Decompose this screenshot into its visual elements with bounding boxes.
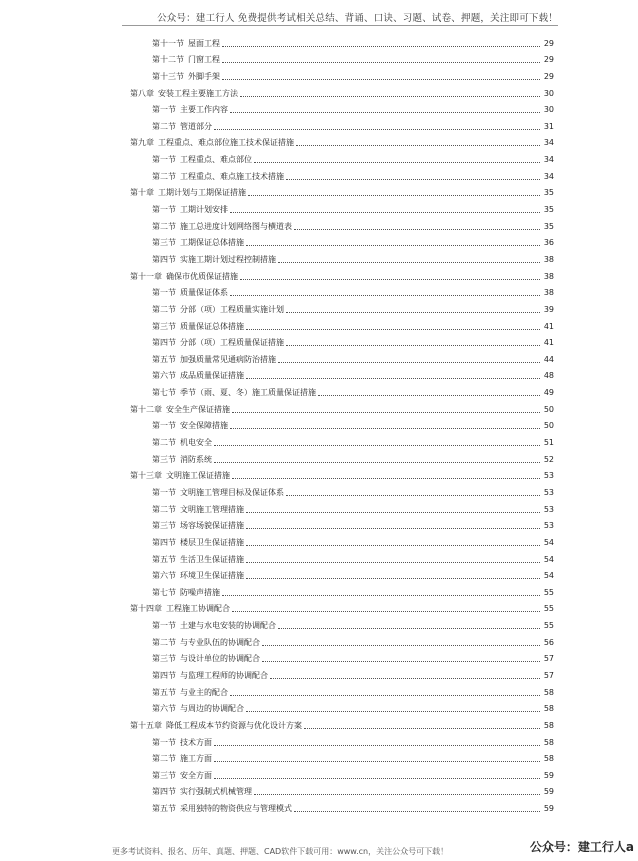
toc-entry-number: 第一节 (152, 487, 176, 497)
toc-entry-title: 门窗工程 (188, 55, 220, 65)
toc-section-entry[interactable] (130, 298, 554, 315)
toc-section-entry[interactable] (130, 332, 554, 349)
toc-entry-label (152, 288, 228, 298)
toc-entry-title: 工程重点、难点部位 (180, 155, 252, 165)
toc-entry-label (130, 89, 238, 99)
toc-section-entry[interactable] (130, 797, 554, 814)
toc-entry-label (152, 305, 284, 315)
toc-dot-leader (278, 361, 540, 363)
toc-entry-title: 工期保证总体措施 (180, 238, 244, 248)
toc-entry-title: 管道部分 (180, 121, 212, 131)
toc-entry-title: 季节（雨、夏、冬）施工质量保证措施 (180, 388, 316, 398)
toc-chapter-entry[interactable] (130, 714, 554, 731)
toc-dot-leader (222, 45, 540, 47)
toc-entry-label (152, 538, 244, 548)
toc-dot-leader (240, 278, 540, 280)
toc-entry-number: 第九章 (130, 138, 154, 148)
toc-entry-label (152, 521, 244, 531)
toc-section-entry[interactable] (130, 381, 554, 398)
toc-entry-title: 实施工期计划过程控制措施 (180, 254, 276, 264)
toc-page-number: 50 (543, 404, 554, 414)
toc-page-number: 57 (543, 654, 554, 664)
toc-dot-leader (246, 544, 540, 546)
toc-section-entry[interactable] (130, 49, 554, 66)
toc-page-number: 58 (543, 720, 554, 730)
toc-entry-number: 第十一节 (152, 38, 184, 48)
toc-page-number: 53 (543, 504, 554, 514)
toc-dot-leader (246, 244, 540, 246)
toc-entry-title: 施工方面 (180, 754, 212, 764)
toc-dot-leader (230, 211, 540, 213)
header-divider (122, 25, 558, 26)
toc-page-number: 59 (543, 787, 554, 797)
toc-entry-number: 第一节 (152, 621, 176, 631)
toc-page-number: 39 (543, 304, 554, 314)
toc-entry-label (152, 255, 276, 265)
toc-section-entry[interactable] (130, 315, 554, 332)
toc-entry-label (152, 39, 220, 49)
toc-dot-leader (318, 394, 540, 396)
toc-page-number: 58 (543, 687, 554, 697)
toc-entry-title: 生活卫生保证措施 (180, 554, 244, 564)
toc-entry-number: 第七节 (152, 587, 176, 597)
toc-page-number: 48 (543, 371, 554, 381)
toc-entry-label (152, 555, 244, 565)
toc-page-number: 31 (543, 121, 554, 131)
toc-dot-leader (246, 561, 540, 563)
toc-entry-title: 质量保证总体措施 (180, 321, 244, 331)
page-footer: 更多考试资料、报名、历年、真题、押题、CAD软件下载可用：www.cn，关注公众号可下载！ (112, 847, 449, 856)
toc-entry-label (130, 471, 230, 481)
toc-section-entry[interactable] (130, 515, 554, 532)
toc-entry-number: 第三节 (152, 770, 176, 780)
toc-entry-title: 质量保证体系 (180, 288, 228, 298)
toc-entry-title: 与业主的配合 (180, 687, 228, 697)
toc-page-number: 30 (543, 88, 554, 98)
toc-entry-label (130, 188, 246, 198)
toc-entry-title: 安装工程主要施工方法 (158, 88, 238, 98)
toc-entry-number: 第六节 (152, 571, 176, 581)
toc-dot-leader (222, 78, 540, 80)
toc-entry-title: 与周边的协调配合 (180, 704, 244, 714)
toc-section-entry[interactable] (130, 232, 554, 249)
toc-page-number: 29 (543, 55, 554, 65)
toc-dot-leader (254, 161, 540, 163)
toc-entry-title: 外脚手架 (188, 71, 220, 81)
toc-entry-number: 第二节 (152, 171, 176, 181)
toc-entry-number: 第四节 (152, 254, 176, 264)
toc-dot-leader (296, 144, 540, 146)
toc-entry-label (152, 55, 220, 65)
toc-dot-leader (232, 610, 540, 612)
toc-entry-title: 工期计划与工期保证措施 (158, 188, 246, 198)
toc-dot-leader (248, 194, 540, 196)
toc-entry-label (152, 172, 284, 182)
toc-entry-title: 环境卫生保证措施 (180, 571, 244, 581)
toc-entry-number: 第二节 (152, 221, 176, 231)
toc-entry-title: 实行强制式机械管理 (180, 787, 252, 797)
toc-section-entry[interactable] (130, 148, 554, 165)
page-header: 公众号：建工行人 免费提供考试相关总结、背诵、口诀、习题、试卷、押题，关注即可下载！ (157, 13, 558, 24)
toc-chapter-entry[interactable] (130, 132, 554, 149)
toc-dot-leader (286, 494, 540, 496)
toc-entry-number: 第十章 (130, 188, 154, 198)
toc-dot-leader (262, 660, 540, 662)
toc-dot-leader (262, 644, 540, 646)
toc-dot-leader (214, 461, 540, 463)
toc-page-number: 35 (543, 221, 554, 231)
toc-entry-label (152, 588, 220, 598)
toc-page-number: 34 (543, 138, 554, 148)
table-of-contents (130, 32, 554, 814)
toc-page-number: 54 (543, 571, 554, 581)
toc-entry-label (130, 138, 294, 148)
toc-entry-number: 第二节 (152, 504, 176, 514)
toc-entry-label (152, 488, 284, 498)
toc-dot-leader (254, 793, 540, 795)
toc-dot-leader (230, 427, 540, 429)
toc-entry-title: 施工总进度计划网络图与横道表 (180, 221, 292, 231)
toc-dot-leader (286, 178, 540, 180)
toc-dot-leader (230, 694, 540, 696)
toc-entry-number: 第五节 (152, 354, 176, 364)
toc-entry-title: 文明施工管理目标及保证体系 (180, 487, 284, 497)
toc-section-entry[interactable] (130, 581, 554, 598)
toc-page-number: 55 (543, 604, 554, 614)
toc-entry-number: 第十三节 (152, 71, 184, 81)
toc-entry-number: 第一节 (152, 205, 176, 215)
toc-entry-label (152, 222, 292, 232)
toc-entry-label (130, 272, 238, 282)
toc-page-number: 56 (543, 637, 554, 647)
toc-chapter-entry[interactable] (130, 265, 554, 282)
toc-entry-title: 降低工程成本节约资源与优化设计方案 (166, 720, 302, 730)
toc-dot-leader (246, 511, 540, 513)
toc-page-number: 55 (543, 621, 554, 631)
toc-entry-number: 第一节 (152, 737, 176, 747)
toc-dot-leader (214, 744, 540, 746)
toc-section-entry[interactable] (130, 681, 554, 698)
toc-page-number: 59 (543, 770, 554, 780)
toc-entry-number: 第三节 (152, 238, 176, 248)
toc-entry-title: 土建与水电安装的协调配合 (180, 621, 276, 631)
toc-section-entry[interactable] (130, 498, 554, 515)
toc-section-entry[interactable] (130, 115, 554, 132)
toc-page-number: 38 (543, 254, 554, 264)
toc-dot-leader (222, 61, 540, 63)
toc-entry-number: 第五节 (152, 804, 176, 814)
toc-entry-label (152, 205, 228, 215)
toc-section-entry[interactable] (130, 65, 554, 82)
toc-entry-label (152, 421, 228, 431)
toc-section-entry[interactable] (130, 99, 554, 116)
toc-entry-title: 工期计划安排 (180, 205, 228, 215)
toc-dot-leader (294, 228, 540, 230)
toc-dot-leader (246, 328, 540, 330)
toc-page-number: 38 (543, 271, 554, 281)
toc-page-number: 54 (543, 537, 554, 547)
toc-page-number: 34 (543, 171, 554, 181)
toc-entry-title: 安全方面 (180, 770, 212, 780)
toc-entry-title: 主要工作内容 (180, 105, 228, 115)
toc-section-entry[interactable] (130, 698, 554, 715)
toc-page-number: 53 (543, 521, 554, 531)
toc-entry-label (152, 388, 316, 398)
toc-page-number: 52 (543, 454, 554, 464)
toc-section-entry[interactable] (130, 481, 554, 498)
toc-entry-number: 第十二节 (152, 55, 184, 65)
toc-page-number: 54 (543, 554, 554, 564)
toc-entry-number: 第五节 (152, 554, 176, 564)
toc-entry-number: 第三节 (152, 321, 176, 331)
toc-page-number: 51 (543, 438, 554, 448)
toc-entry-label (152, 355, 276, 365)
toc-page-number: 58 (543, 704, 554, 714)
toc-dot-leader (286, 344, 540, 346)
toc-entry-title: 与设计单位的协调配合 (180, 654, 260, 664)
toc-entry-title: 楼层卫生保证措施 (180, 537, 244, 547)
toc-entry-title: 消防系统 (180, 454, 212, 464)
toc-entry-title: 成品质量保证措施 (180, 371, 244, 381)
toc-section-entry[interactable] (130, 165, 554, 182)
toc-section-entry[interactable] (130, 448, 554, 465)
toc-entry-label (152, 238, 244, 248)
toc-entry-number: 第十一章 (130, 271, 162, 281)
toc-page-number: 53 (543, 487, 554, 497)
toc-section-entry[interactable] (130, 648, 554, 665)
toc-dot-leader (304, 727, 540, 729)
toc-entry-label (152, 787, 252, 797)
toc-entry-number: 第二节 (152, 304, 176, 314)
toc-entry-number: 第二节 (152, 121, 176, 131)
toc-entry-title: 加强质量常见通病防治措施 (180, 354, 276, 364)
toc-page-number: 44 (543, 354, 554, 364)
toc-section-entry[interactable] (130, 631, 554, 648)
toc-page-number: 35 (543, 188, 554, 198)
toc-dot-leader (232, 477, 540, 479)
toc-section-entry[interactable] (130, 32, 554, 49)
toc-page-number: 34 (543, 155, 554, 165)
toc-entry-title: 屋面工程 (188, 38, 220, 48)
toc-dot-leader (246, 527, 540, 529)
toc-dot-leader (214, 760, 540, 762)
toc-entry-number: 第七节 (152, 388, 176, 398)
toc-dot-leader (278, 627, 540, 629)
toc-entry-label (152, 771, 212, 781)
toc-dot-leader (232, 411, 540, 413)
toc-page-number: 29 (543, 71, 554, 81)
toc-entry-label (152, 654, 260, 664)
toc-entry-label (152, 371, 244, 381)
toc-entry-number: 第二节 (152, 754, 176, 764)
toc-page-number: 49 (543, 388, 554, 398)
toc-dot-leader (278, 261, 540, 263)
toc-page-number: 55 (543, 587, 554, 597)
toc-entry-title: 工程施工协调配合 (166, 604, 230, 614)
toc-entry-number: 第四节 (152, 537, 176, 547)
toc-chapter-entry[interactable] (130, 598, 554, 615)
toc-entry-number: 第三节 (152, 654, 176, 664)
toc-dot-leader (286, 311, 540, 313)
toc-entry-number: 第四节 (152, 338, 176, 348)
toc-page-number: 57 (543, 670, 554, 680)
toc-entry-label (152, 455, 212, 465)
toc-dot-leader (246, 377, 540, 379)
toc-section-entry[interactable] (130, 198, 554, 215)
toc-entry-title: 防噪声措施 (180, 587, 220, 597)
toc-entry-title: 场容场貌保证措施 (180, 521, 244, 531)
toc-page-number: 41 (543, 338, 554, 348)
toc-page-number: 58 (543, 754, 554, 764)
toc-page-number: 36 (543, 238, 554, 248)
toc-section-entry[interactable] (130, 348, 554, 365)
toc-entry-title: 确保市优质保证措施 (166, 271, 238, 281)
toc-entry-label (152, 671, 268, 681)
toc-dot-leader (246, 710, 540, 712)
toc-entry-number: 第一节 (152, 105, 176, 115)
toc-page-number: 30 (543, 105, 554, 115)
toc-page-number: 53 (543, 471, 554, 481)
toc-entry-label (152, 688, 228, 698)
toc-chapter-entry[interactable] (130, 182, 554, 199)
toc-entry-label (152, 505, 244, 515)
toc-section-entry[interactable] (130, 431, 554, 448)
toc-section-entry[interactable] (130, 282, 554, 299)
toc-page-number: 41 (543, 321, 554, 331)
toc-entry-label (152, 738, 212, 748)
toc-entry-label (152, 122, 212, 132)
toc-entry-title: 文明施工保证措施 (166, 471, 230, 481)
toc-entry-title: 技术方面 (180, 737, 212, 747)
toc-entry-number: 第四节 (152, 787, 176, 797)
toc-page-number: 29 (543, 38, 554, 48)
toc-chapter-entry[interactable] (130, 398, 554, 415)
toc-entry-number: 第十二章 (130, 404, 162, 414)
toc-page-number: 59 (543, 804, 554, 814)
toc-entry-label (152, 754, 212, 764)
toc-entry-label (152, 638, 260, 648)
watermark: 公众号：建工行人a (529, 840, 634, 854)
toc-entry-number: 第四节 (152, 670, 176, 680)
toc-entry-number: 第十五章 (130, 720, 162, 730)
toc-entry-title: 文明施工管理措施 (180, 504, 244, 514)
toc-dot-leader (230, 111, 540, 113)
toc-page-number: 38 (543, 288, 554, 298)
toc-entry-label (152, 155, 252, 165)
toc-entry-label (152, 322, 244, 332)
toc-entry-title: 与监理工程师的协调配合 (180, 670, 268, 680)
toc-entry-number: 第八章 (130, 88, 154, 98)
toc-entry-title: 工程重点、难点部位施工技术保证措施 (158, 138, 294, 148)
toc-section-entry[interactable] (130, 415, 554, 432)
toc-section-entry[interactable] (130, 764, 554, 781)
toc-dot-leader (214, 128, 540, 130)
toc-entry-label (152, 338, 284, 348)
toc-section-entry[interactable] (130, 248, 554, 265)
toc-entry-number: 第五节 (152, 687, 176, 697)
toc-dot-leader (240, 95, 540, 97)
toc-chapter-entry[interactable] (130, 82, 554, 99)
toc-section-entry[interactable] (130, 548, 554, 565)
toc-entry-number: 第六节 (152, 704, 176, 714)
toc-entry-label (130, 721, 302, 731)
toc-entry-label (152, 621, 276, 631)
toc-section-entry[interactable] (130, 565, 554, 582)
toc-entry-label (130, 604, 230, 614)
toc-entry-title: 分部（项）工程质量实施计划 (180, 304, 284, 314)
toc-dot-leader (270, 677, 540, 679)
toc-entry-title: 工程重点、难点施工技术措施 (180, 171, 284, 181)
toc-section-entry[interactable] (130, 365, 554, 382)
toc-page-number: 35 (543, 205, 554, 215)
toc-dot-leader (246, 577, 540, 579)
toc-section-entry[interactable] (130, 748, 554, 765)
toc-page-number: 58 (543, 737, 554, 747)
toc-entry-label (152, 571, 244, 581)
toc-entry-label (152, 804, 292, 814)
toc-dot-leader (214, 777, 540, 779)
toc-section-entry[interactable] (130, 781, 554, 798)
toc-entry-number: 第一节 (152, 288, 176, 298)
toc-entry-title: 采用独特的物资供应与管理模式 (180, 804, 292, 814)
toc-entry-number: 第二节 (152, 438, 176, 448)
toc-section-entry[interactable] (130, 215, 554, 232)
toc-section-entry[interactable] (130, 731, 554, 748)
toc-entry-label (152, 105, 228, 115)
toc-dot-leader (222, 594, 540, 596)
toc-chapter-entry[interactable] (130, 465, 554, 482)
toc-dot-leader (294, 810, 540, 812)
toc-section-entry[interactable] (130, 531, 554, 548)
toc-entry-title: 与专业队伍的协调配合 (180, 637, 260, 647)
toc-entry-label (152, 704, 244, 714)
toc-entry-number: 第十三章 (130, 471, 162, 481)
toc-entry-number: 第六节 (152, 371, 176, 381)
toc-page-number: 50 (543, 421, 554, 431)
toc-entry-number: 第一节 (152, 421, 176, 431)
toc-entry-title: 安全生产保证措施 (166, 404, 230, 414)
toc-entry-number: 第二节 (152, 637, 176, 647)
toc-entry-title: 安全保障措施 (180, 421, 228, 431)
toc-entry-number: 第一节 (152, 155, 176, 165)
toc-section-entry[interactable] (130, 664, 554, 681)
toc-section-entry[interactable] (130, 614, 554, 631)
toc-dot-leader (230, 294, 540, 296)
toc-entry-number: 第三节 (152, 454, 176, 464)
toc-entry-number: 第十四章 (130, 604, 162, 614)
toc-entry-label (152, 72, 220, 82)
toc-entry-label (152, 438, 212, 448)
toc-entry-title: 分部（项）工程质量保证措施 (180, 338, 284, 348)
toc-dot-leader (214, 444, 540, 446)
toc-entry-label (130, 405, 230, 415)
toc-entry-title: 机电安全 (180, 438, 212, 448)
toc-entry-number: 第三节 (152, 521, 176, 531)
